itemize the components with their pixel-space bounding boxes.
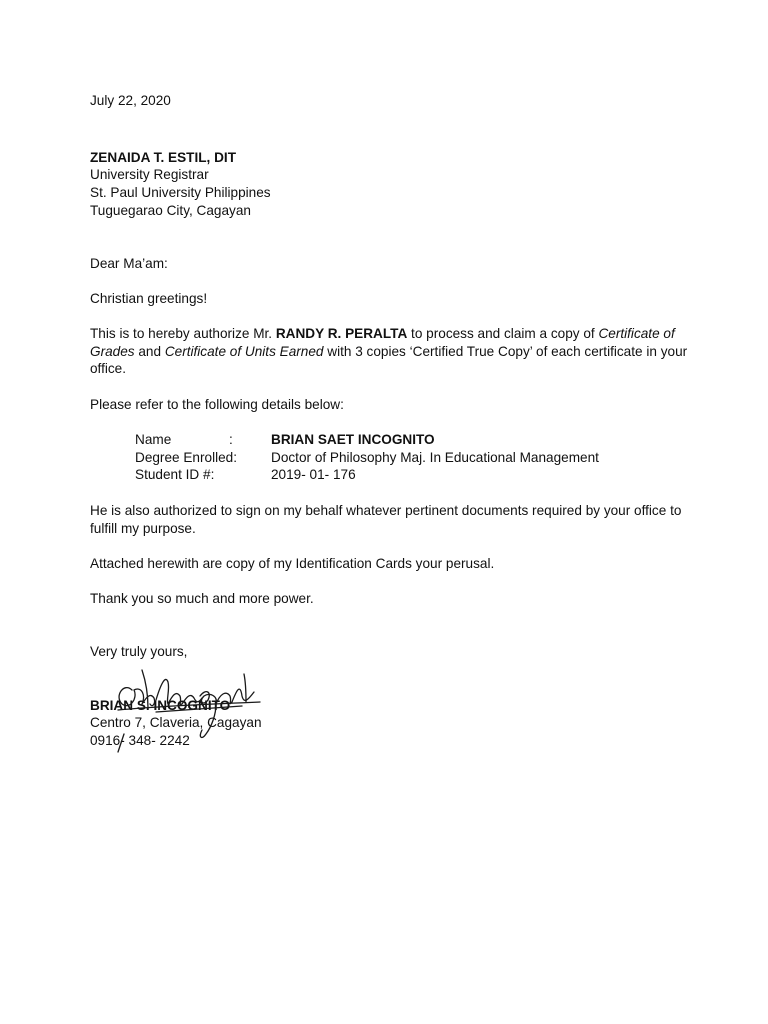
- handwritten-signature: [112, 652, 262, 762]
- sender-phone: 0916- 348- 2242: [90, 733, 190, 748]
- attached-paragraph: Attached herewith are copy of my Identification Cards your perusal.: [90, 556, 495, 571]
- greeting: Christian greetings!: [90, 291, 208, 306]
- detail-label: Degree Enrolled:: [135, 449, 238, 465]
- detail-colon: :: [229, 432, 233, 447]
- letter-date: July 22, 2020: [90, 93, 171, 108]
- salutation: Dear Ma’am:: [90, 256, 168, 271]
- recipient-title: University Registrar: [90, 167, 209, 182]
- recipient-address: Tuguegarao City, Cagayan: [90, 203, 251, 218]
- closing: Very truly yours,: [90, 644, 188, 659]
- detail-value: 2019- 01- 176: [271, 467, 356, 482]
- document-certificate-of-units: Certificate of Units Earned: [164, 343, 324, 359]
- detail-value: BRIAN SAET INCOGNITO: [271, 432, 435, 447]
- detail-label: Name: [135, 432, 172, 447]
- detail-value: Doctor of Philosophy Maj. In Educational Management: [271, 449, 599, 465]
- also-authorized-paragraph: He is also authorized to sign on my behalf whatever pertinent documents required by your office to fulfill my purpose.: [90, 503, 682, 536]
- authorization-text-3: and: [134, 343, 165, 359]
- sender-address: Centro 7, Claveria, Cagayan: [90, 715, 262, 730]
- document-certificate-of-grades: Certificate of Grades: [90, 326, 675, 359]
- detail-label: Student ID #:: [135, 467, 215, 482]
- refer-text: Please refer to the following details below:: [90, 397, 344, 412]
- authorization-text-1: This is to hereby authorize Mr.: [90, 326, 276, 341]
- authorized-person: RANDY R. PERALTA: [275, 326, 408, 341]
- sender-name: BRIAN S. INCOGNITO: [90, 698, 231, 713]
- recipient-name: ZENAIDA T. ESTIL, DIT: [90, 150, 237, 165]
- authorization-text-2: to process and claim a copy of: [407, 326, 599, 341]
- authorization-text-4: with 3 copies ‘Certified True Copy’ of each certificate in your office.: [90, 343, 688, 376]
- thanks-paragraph: Thank you so much and more power.: [90, 591, 314, 606]
- recipient-institution: St. Paul University Philippines: [90, 185, 271, 200]
- authorization-paragraph: [90, 325, 690, 378]
